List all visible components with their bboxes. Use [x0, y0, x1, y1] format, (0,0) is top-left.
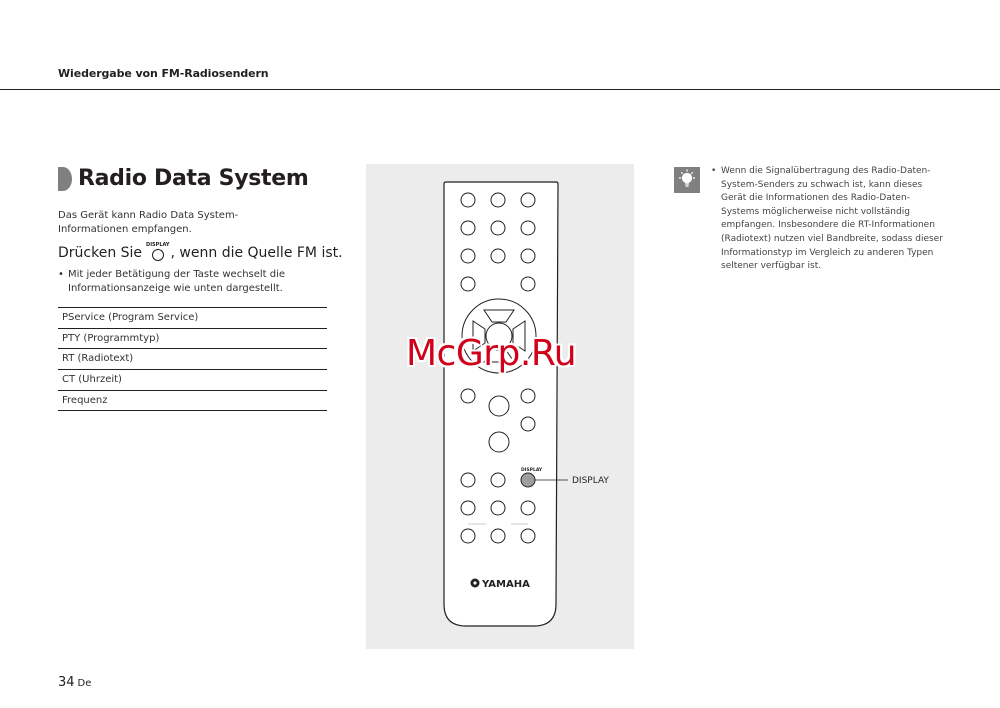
section-title: Radio Data System — [78, 166, 309, 191]
page-number: 34 — [58, 675, 75, 690]
display-callout: DISPLAY — [572, 476, 609, 486]
mode-row: RT (Radiotext) — [58, 349, 327, 370]
remote-illustration — [366, 164, 634, 649]
section-marker-icon — [58, 167, 72, 191]
page-footer — [58, 675, 91, 690]
display-button-icon — [146, 242, 169, 261]
instruction — [58, 242, 343, 261]
remote-display-button — [521, 473, 535, 487]
display-button-label: DISPLAY — [146, 242, 170, 248]
remote-control-icon — [366, 164, 634, 649]
watermark: McGrp.Ru — [406, 333, 577, 374]
brand-logo: YAMAHA — [482, 579, 530, 590]
remote-display-small-label: DISPLAY — [521, 468, 543, 473]
page-header: Wiedergabe von FM-Radiosendern — [58, 67, 269, 80]
bullet-note: • Mit jeder Betätigung der Taste wechselt die Informationsanzeige wie unten dargestellt. — [58, 268, 298, 296]
intro-text: Das Gerät kann Radio Data System-Informationen empfangen. — [58, 210, 239, 235]
instruction-after: , wenn die Quelle FM ist. — [170, 245, 343, 261]
mode-row: PService (Program Service) — [58, 308, 327, 329]
section-heading — [58, 166, 309, 191]
instruction-before: Drücken Sie — [58, 245, 143, 261]
header-divider — [0, 89, 1000, 90]
mode-row: PTY (Programmtyp) — [58, 329, 327, 350]
lightbulb-icon — [674, 167, 700, 193]
language-code: De — [77, 678, 92, 689]
mode-row: Frequenz — [58, 391, 327, 412]
mode-list — [58, 307, 327, 411]
tip-text: • Wenn die Signalübertragung des Radio-Daten-System-Senders zu schwach ist, kann dieses Gerät die Informationen des Radio-Daten-Systems möglicherweise nicht vollständig empfangen. Insbesondere die RT-Informationen (Radiotext) nutzen viel Bandbreite, sodass dieser Informationstyp im Vergleich zu anderen Typen seltener verfügbar ist. — [711, 165, 947, 274]
mode-row: CT (Uhrzeit) — [58, 370, 327, 391]
